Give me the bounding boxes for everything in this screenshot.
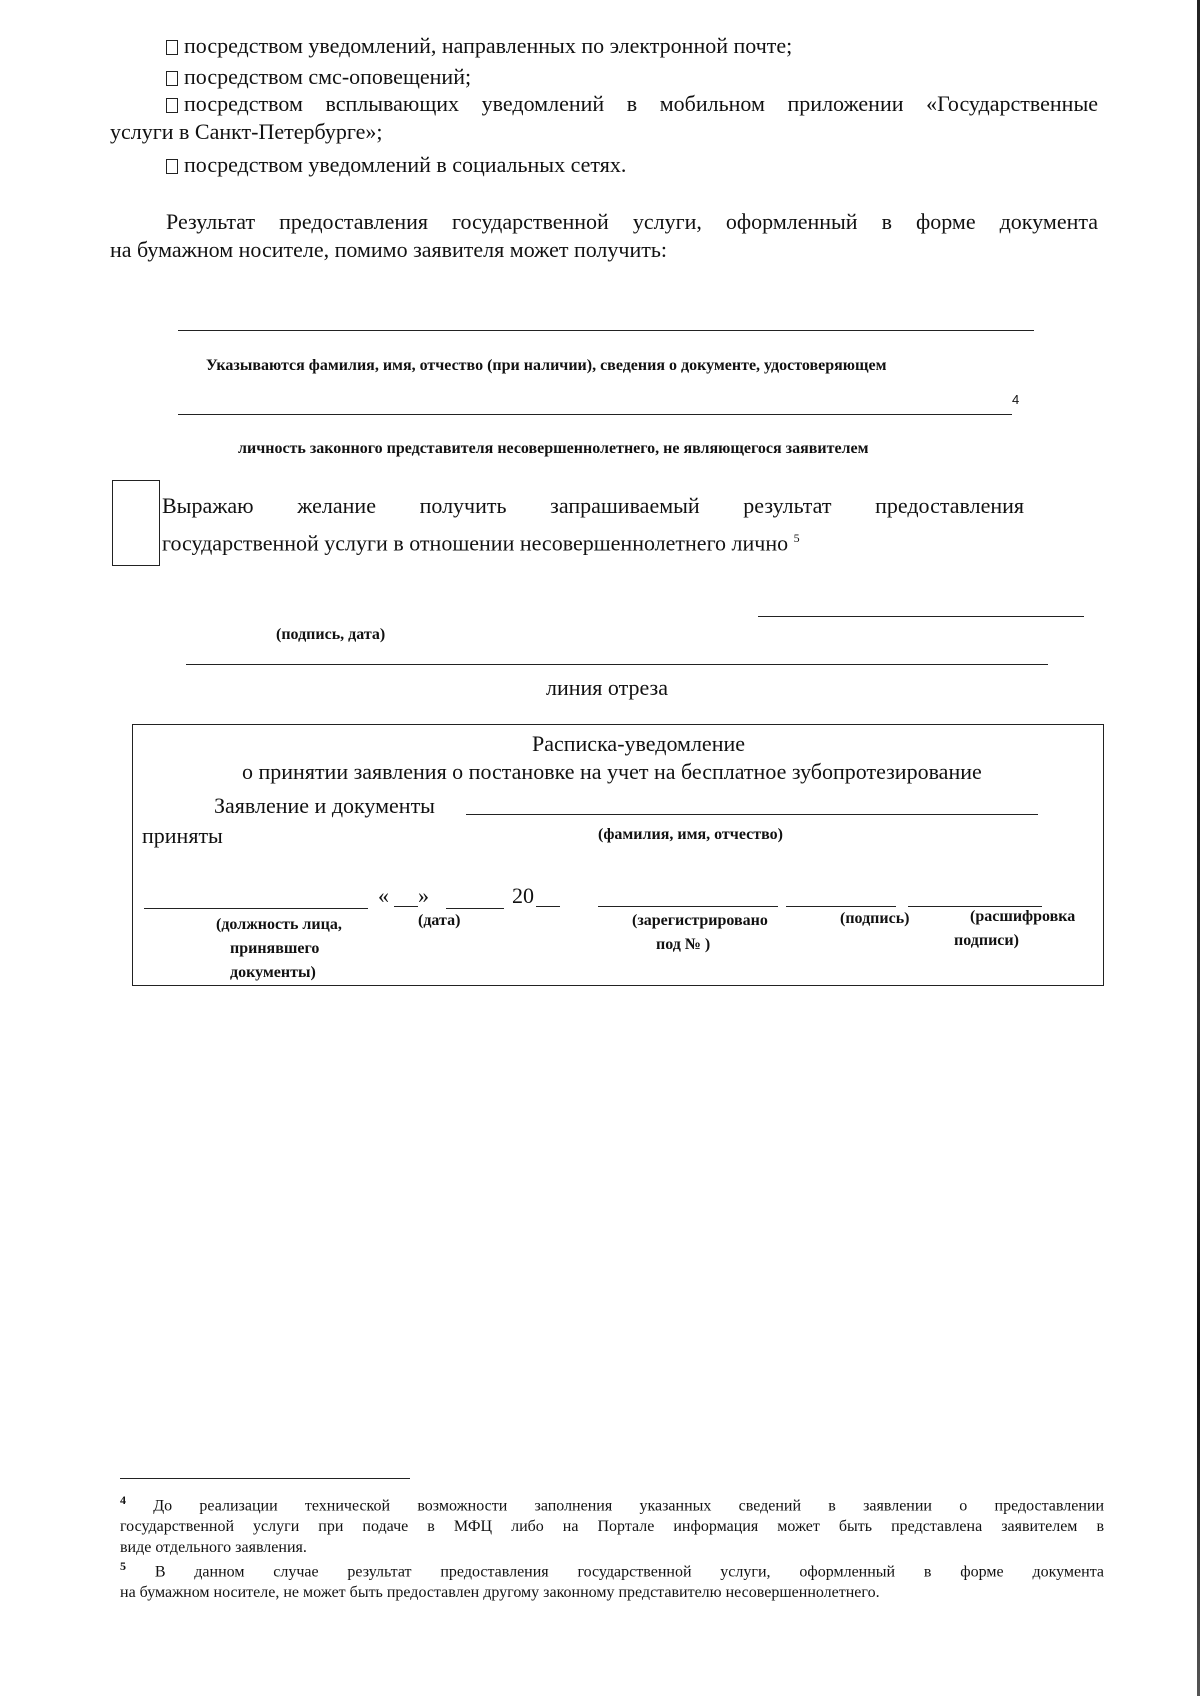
- footnote-5-number: 5: [120, 1559, 126, 1573]
- footnote-4: [120, 1490, 1104, 1558]
- footnote-4-number: 4: [120, 1493, 126, 1507]
- footnote-separator: [120, 1478, 410, 1479]
- year-prefix: 20: [512, 883, 534, 908]
- checkbox-icon[interactable]: [166, 71, 178, 86]
- footnote-4-line1-text: До реализации технической возможности заполнения указанных сведений в заявлении о предоставлении: [153, 1497, 1105, 1515]
- desire-text-line2-body: государственной услуги в отношении несовершеннолетнего лично: [162, 530, 789, 556]
- result-paragraph-line1: Результат предоставления государственной услуги, оформленный в форме документа: [166, 209, 1098, 234]
- footnote-4-line1: [120, 1490, 1104, 1516]
- checkbox-icon[interactable]: [166, 159, 178, 174]
- position-line[interactable]: [144, 908, 368, 909]
- caption-representative-1: Указываются фамилия, имя, отчество (при наличии), сведения о документе, удостоверяющем: [206, 357, 887, 374]
- caption-date: (дата): [418, 912, 461, 929]
- registration-line[interactable]: [598, 906, 778, 907]
- sign-line[interactable]: [786, 906, 896, 907]
- option-social[interactable]: посредством уведомлений в социальных сетях.: [166, 151, 626, 179]
- day-line[interactable]: [394, 906, 418, 907]
- cut-line: [186, 664, 1048, 665]
- caption-representative-2: личность законного представителя несовершеннолетнего, не являющегося заявителем: [238, 440, 869, 457]
- date-close-quote: »: [418, 883, 429, 908]
- representative-line-2[interactable]: [178, 414, 1012, 415]
- month-line[interactable]: [446, 908, 504, 909]
- caption-position-2: принявшего: [230, 940, 320, 957]
- footnote-mark-4: 4: [1012, 392, 1020, 407]
- signature-caption: (подпись, дата): [276, 626, 386, 643]
- option-email[interactable]: посредством уведомлений, направленных по электронной почте;: [166, 32, 792, 60]
- caption-position-3: документы): [230, 964, 316, 981]
- caption-decode: (расшифровка: [970, 908, 1076, 925]
- footnote-5-line1: [120, 1556, 1104, 1582]
- checkbox-icon[interactable]: [166, 98, 178, 113]
- footnote-4-line3: виде отдельного заявления.: [120, 1539, 307, 1557]
- option-mobile-app[interactable]: посредством всплывающих уведомлений в мобильном приложении «Государственные: [166, 90, 1098, 118]
- caption-registered: (зарегистрировано: [632, 912, 768, 929]
- year-line[interactable]: [536, 906, 560, 907]
- accepted-label: приняты: [142, 823, 223, 848]
- footnote-4-line2: государственной услуги при подаче в МФЦ либо на Портале информация может быть представлена заявителем в: [120, 1518, 1104, 1536]
- caption-position: (должность лица,: [216, 916, 342, 933]
- docs-label: Заявление и документы: [214, 793, 435, 818]
- option-mobile-app-cont: услуги в Санкт-Петербурге»;: [110, 119, 383, 144]
- desire-text-line2: [162, 524, 800, 557]
- result-paragraph-line2: на бумажном носителе, помимо заявителя может получить:: [110, 237, 668, 262]
- caption-sign: (подпись): [840, 910, 910, 927]
- footnote-mark-5: 5: [793, 531, 800, 545]
- personal-receipt-checkbox[interactable]: [112, 480, 160, 566]
- cut-line-label: линия отреза: [546, 675, 668, 700]
- checkbox-icon[interactable]: [166, 40, 178, 55]
- footnote-5-line1-text: В данном случае результат предоставления государственной услуги, оформленный в форме документа: [154, 1563, 1104, 1581]
- representative-line-1[interactable]: [178, 330, 1034, 331]
- footnote-5-line2: на бумажном носителе, не может быть предоставлен другому законному представителю несовершеннолетнего.: [120, 1584, 880, 1602]
- applicant-name-line[interactable]: [466, 814, 1038, 815]
- caption-decode-2: подписи): [954, 932, 1019, 949]
- caption-registered-2: под № ): [656, 936, 711, 953]
- option-sms[interactable]: посредством смс-оповещений;: [166, 63, 471, 91]
- signature-line[interactable]: [758, 616, 1084, 617]
- receipt-subtitle: о принятии заявления о постановке на учет на бесплатное зубопротезирование: [242, 759, 982, 784]
- fio-caption: (фамилия, имя, отчество): [598, 826, 783, 843]
- desire-text-line1: Выражаю желание получить запрашиваемый результат предоставления: [162, 493, 1024, 518]
- date-open-quote: «: [378, 883, 389, 908]
- receipt-title: Расписка-уведомление: [532, 731, 746, 756]
- footnote-5: [120, 1556, 1104, 1603]
